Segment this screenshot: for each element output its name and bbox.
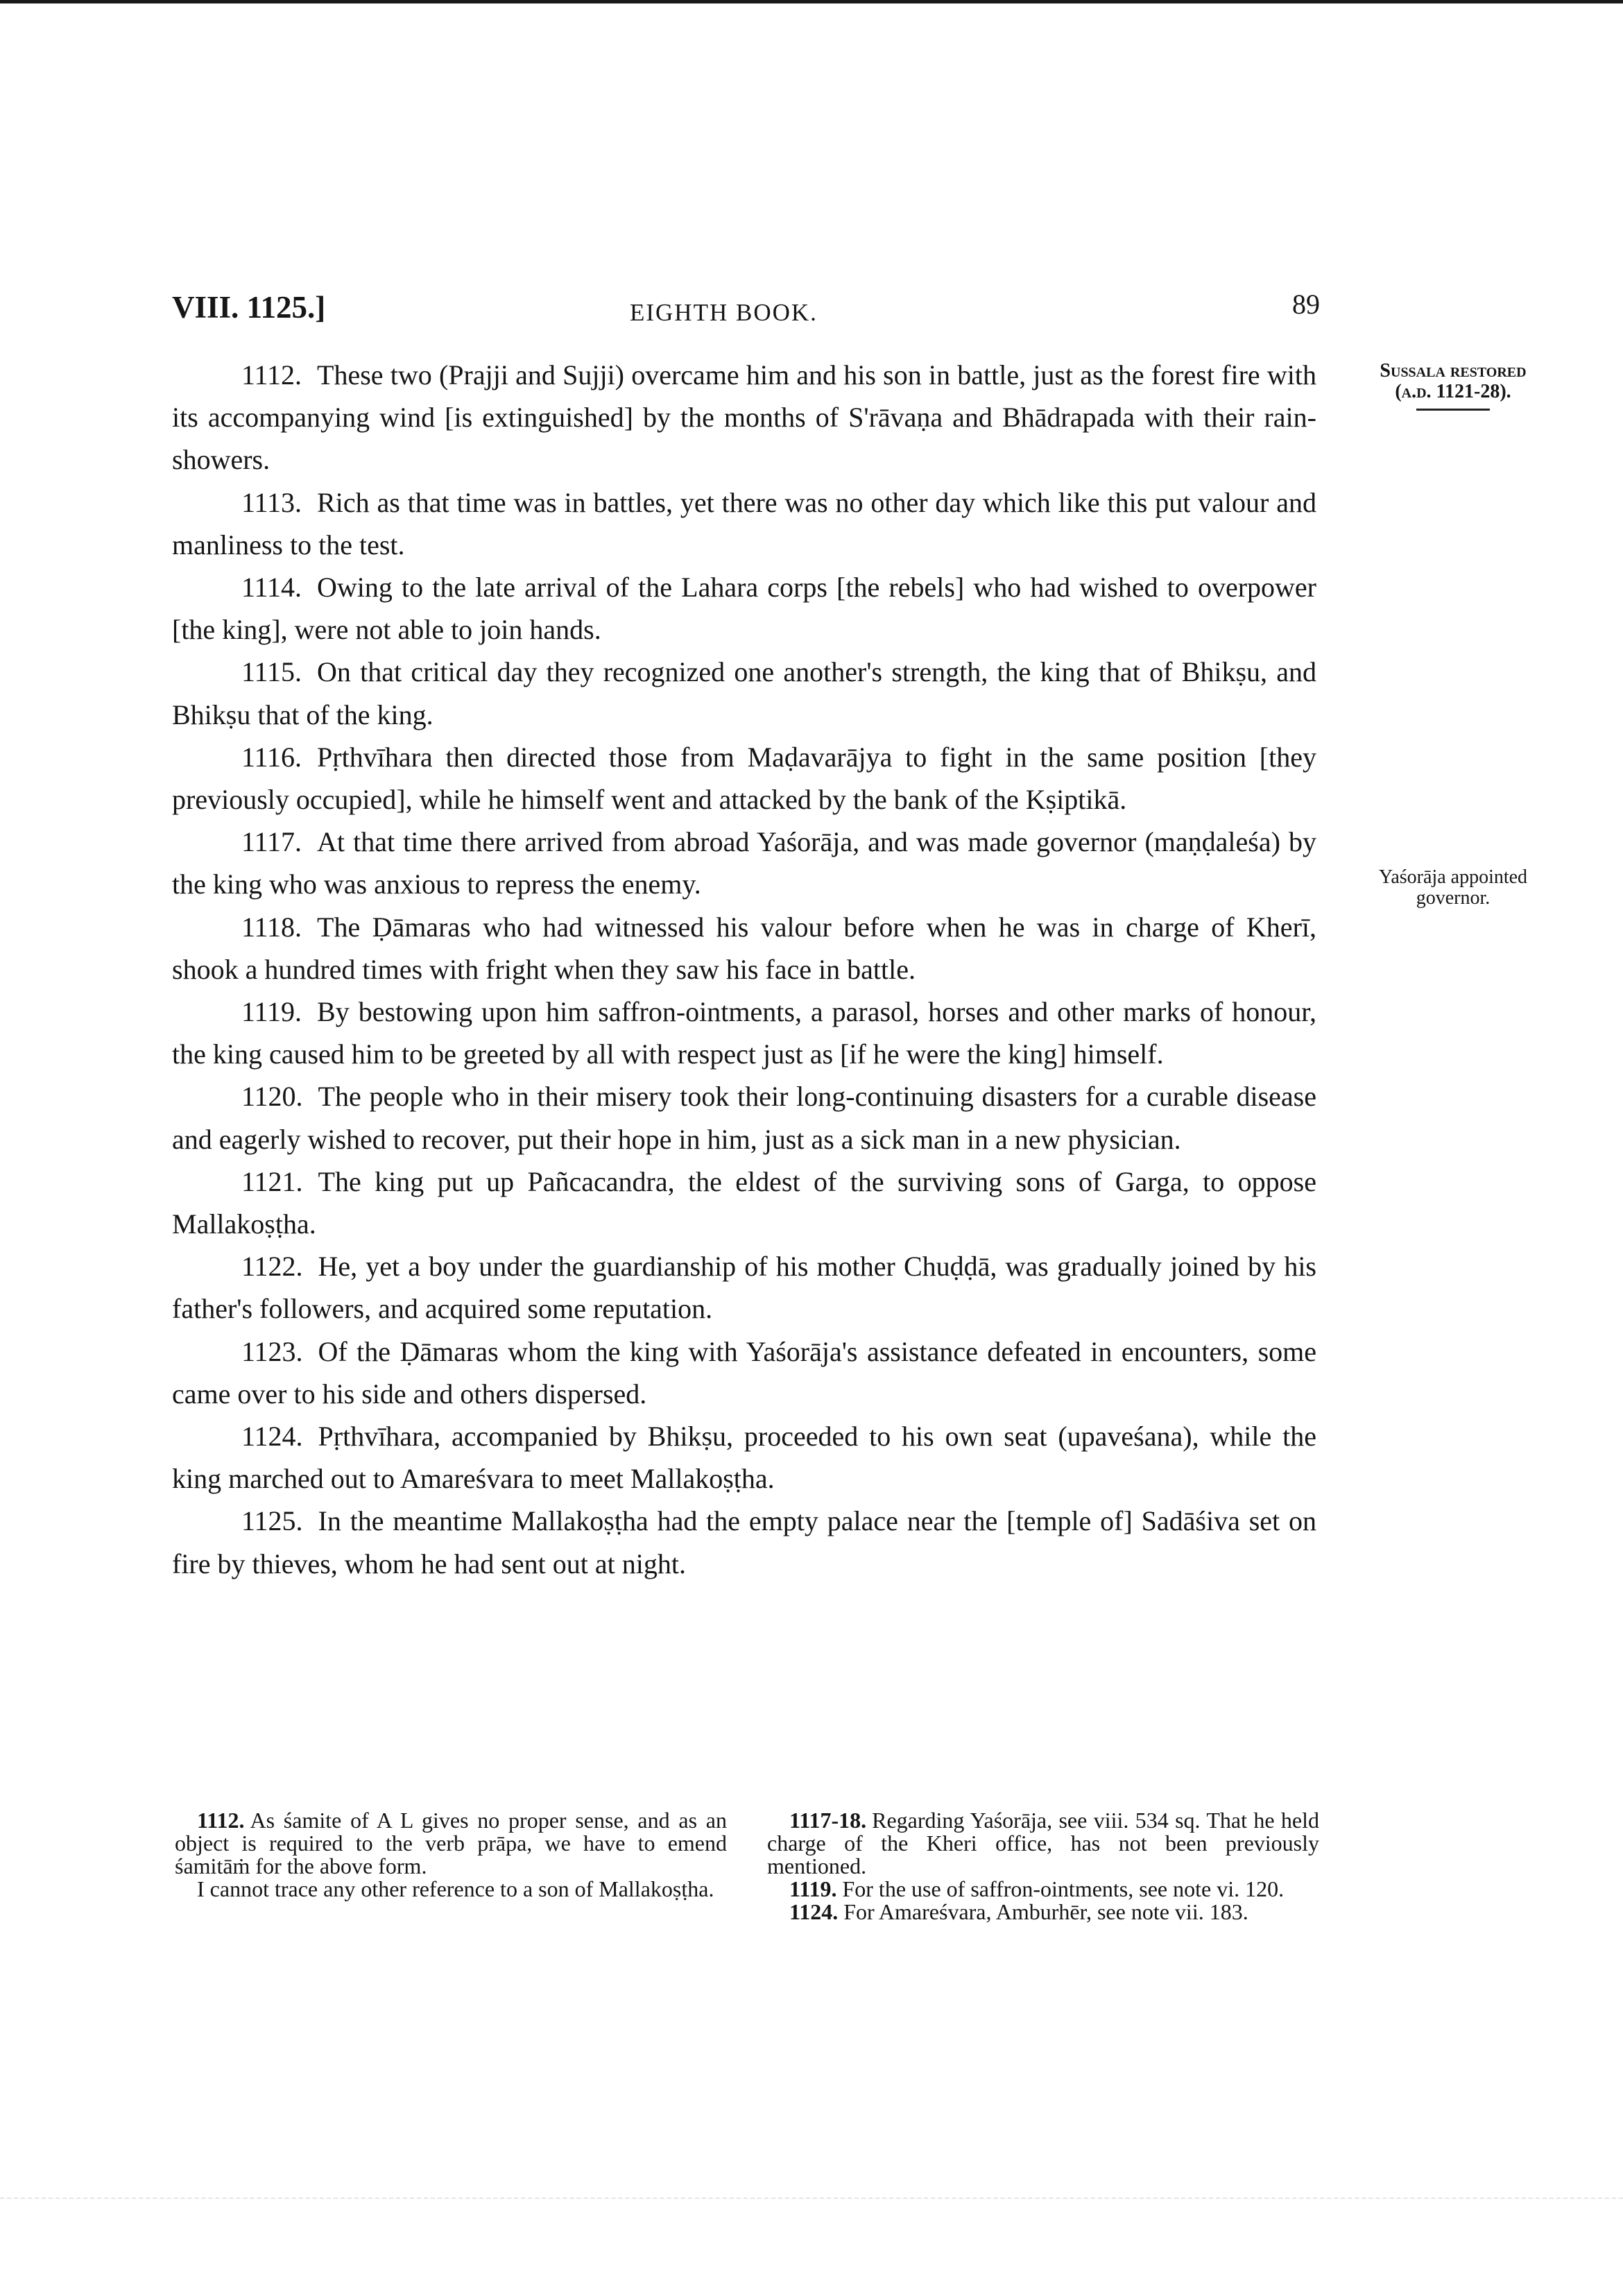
verse-body: The king put up Pañcacandra, the eldest of the surviving sons of Garga, to oppose Mallakoṣṭha.	[172, 1165, 1316, 1240]
margin-note-sussala-restored	[1342, 361, 1564, 411]
margin-note-date: (a.d. 1121-28).	[1395, 381, 1511, 402]
verse-number: 1114.	[241, 572, 302, 603]
footnote-text: For the use of saffron-ointments, see note vi. 120.	[842, 1876, 1285, 1901]
verse-paragraph	[172, 736, 1316, 821]
verse-number: 1119.	[241, 996, 302, 1028]
verse-paragraph	[172, 566, 1316, 651]
verse-number: 1123.	[241, 1335, 303, 1367]
verse-paragraph	[172, 481, 1316, 566]
footnote	[175, 1809, 727, 1878]
margin-note-rule	[1416, 409, 1490, 411]
verse-paragraph	[172, 991, 1316, 1075]
verse-body: Pṛthvīhara then directed those from Maḍavarājya to fight in the same position [they previously occupied], while he himself went and attacked by the bank of the Kṣiptikā.	[172, 741, 1316, 816]
footnote-text: For Amareśvara, Amburhēr, see note vii. 183.	[843, 1899, 1248, 1924]
verse-body: Of the Ḍāmaras whom the king with Yaśorāja's assistance defeated in encounters, some came over to his side and others dispersed.	[172, 1335, 1316, 1410]
verse-body: Owing to the late arrival of the Lahara corps [the rebels] who had wished to overpower [the king], were not able to join hands.	[172, 572, 1316, 646]
running-header	[172, 281, 1320, 329]
verse-body: He, yet a boy under the guardianship of his mother Chuḍḍā, was gradually joined by his father's followers, and acquired some reputation.	[172, 1251, 1316, 1325]
verse-body: At that time there arrived from abroad Yaśorāja, and was made governor (maṇḍaleśa) by the king who was anxious to repress the enemy.	[172, 826, 1316, 900]
footnote	[175, 1878, 727, 1901]
page-number: 89	[1292, 289, 1320, 320]
verse-number: 1124.	[241, 1421, 303, 1453]
verse-paragraph	[172, 1075, 1316, 1160]
verse-number: 1117.	[241, 826, 302, 858]
verse-paragraph	[172, 821, 1316, 905]
verse-body: Pṛthvīhara, accompanied by Bhikṣu, proceeded to his own seat (upaveśana), while the king marched out to Amareśvara to meet Mallakoṣṭha.	[172, 1421, 1316, 1495]
verse-number: 1115.	[241, 656, 302, 688]
footnotes	[175, 1809, 1319, 1924]
footnote-number: 1112.	[197, 1808, 245, 1833]
verse-paragraph	[172, 651, 1316, 735]
footnote	[767, 1809, 1319, 1878]
footnote-number: 1117-18.	[789, 1808, 867, 1833]
verse-number: 1121.	[241, 1165, 303, 1197]
margin-note-title: Sussala restored	[1380, 360, 1527, 382]
scan-artifact-line	[0, 2198, 1623, 2199]
verse-paragraph	[172, 1245, 1316, 1330]
verse-number: 1120.	[241, 1081, 303, 1113]
verse-paragraph	[172, 906, 1316, 991]
verse-body: The people who in their misery took their long-continuing disasters for a curable disease and eagerly wished to recover, put their hope in him, just as a sick man in a new physician.	[172, 1081, 1316, 1155]
margin-note-subtitle: governor.	[1416, 887, 1491, 909]
margin-note-title: Yaśorāja appointed	[1378, 866, 1528, 888]
verse-body: Rich as that time was in battles, yet there was no other day which like this put valour and manliness to the test.	[172, 486, 1316, 560]
verse-paragraph	[172, 1500, 1316, 1584]
verse-paragraph	[172, 354, 1316, 481]
footnote-number: 1124.	[789, 1899, 839, 1924]
verse-number: 1122.	[241, 1251, 303, 1283]
footnote-number: 1119.	[789, 1876, 837, 1901]
margin-note-yasoraja	[1342, 867, 1564, 909]
verse-number: 1118.	[241, 911, 302, 943]
footnote-text: I cannot trace any other reference to a son of Mallakoṣṭha.	[197, 1876, 714, 1901]
footnote	[767, 1878, 1319, 1901]
verse-paragraph	[172, 1330, 1316, 1415]
scan-top-border	[0, 0, 1623, 3]
verse-number: 1112.	[241, 359, 302, 391]
verse-body: By bestowing upon him saffron-ointments, a parasol, horses and other marks of honour, the king caused him to be greeted by all with respect just as [if he were the king] himself.	[172, 996, 1316, 1070]
footnote	[767, 1901, 1319, 1924]
verse-paragraph	[172, 1415, 1316, 1500]
header-title: EIGHTH BOOK.	[630, 299, 818, 326]
verse-body: These two (Prajji and Sujji) overcame him and his son in battle, just as the forest fire with its accompanying wind [is extinguished] by the months of S'rāvaṇa and Bhādrapada with their rain-showers.	[172, 359, 1316, 476]
verse-body: The Ḍāmaras who had witnessed his valour before when he was in charge of Kherī, shook a hundred times with fright when they saw his face in battle.	[172, 911, 1316, 985]
verse-body: On that critical day they recognized one another's strength, the king that of Bhikṣu, and Bhikṣu that of the king.	[172, 656, 1316, 730]
verse-number: 1113.	[241, 486, 302, 518]
verse-body: In the meantime Mallakoṣṭha had the empty palace near the [temple of] Sadāśiva set on fire by thieves, whom he had sent out at night.	[172, 1505, 1316, 1579]
verse-text	[172, 354, 1316, 1585]
footnote-text: Regarding Yaśorāja, see viii. 534 sq. That he held charge of the Kheri office, has not been previously mentioned.	[767, 1808, 1319, 1878]
verse-paragraph	[172, 1160, 1316, 1245]
footnote-text: As śamite of A L gives no proper sense, and as an object is required to the verb prāpa, we have to emend śamitāṁ for the above form.	[175, 1808, 727, 1878]
verse-number: 1125.	[241, 1505, 303, 1537]
header-book-reference: VIII. 1125.]	[172, 290, 326, 325]
verse-number: 1116.	[241, 741, 302, 773]
